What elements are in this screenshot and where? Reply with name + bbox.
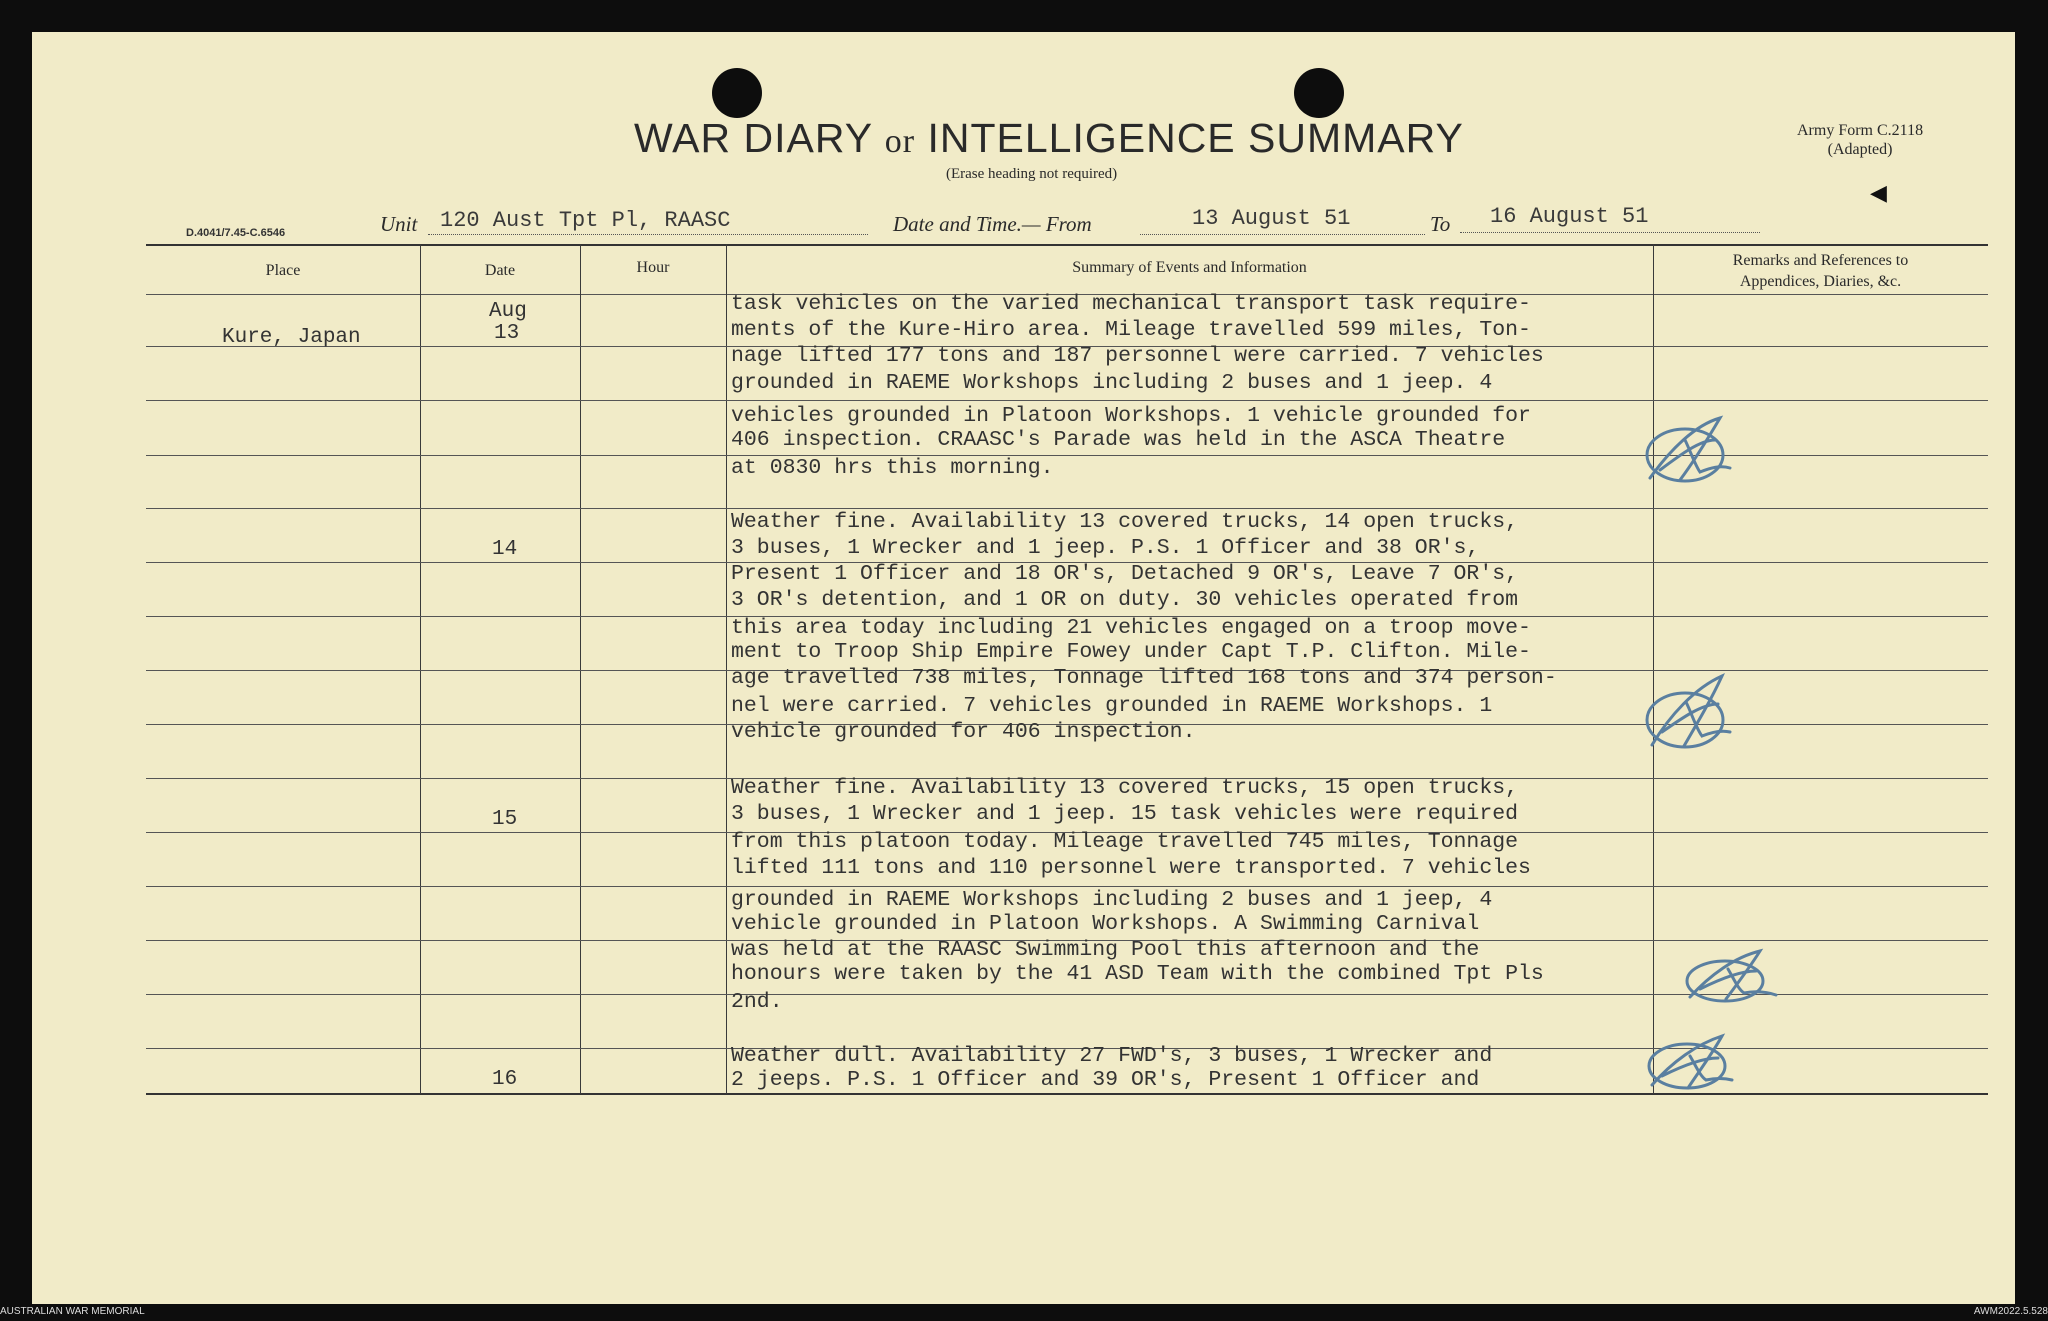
summary-line: lifted 111 tons and 110 personnel were transported. 7 vehicles — [731, 856, 1531, 880]
punch-hole-icon — [1294, 68, 1344, 118]
initials-signature-icon — [1640, 410, 1735, 490]
to-value: 16 August 51 — [1490, 204, 1649, 229]
remarks-header-line2: Appendices, Diaries, &c. — [1739, 273, 1902, 290]
date-column-divider — [580, 244, 581, 1094]
summary-line: at 0830 hrs this morning. — [731, 456, 1054, 480]
page-title — [634, 115, 1464, 162]
summary-line: 2nd. — [731, 990, 783, 1014]
to-label: To — [1430, 212, 1451, 236]
column-header-hour: Hour — [636, 259, 670, 276]
summary-line: ment to Troop Ship Empire Fowey under Capt T.P. Clifton. Mile- — [731, 640, 1531, 664]
date-13: 13 — [494, 322, 520, 345]
column-header-place: Place — [265, 262, 301, 279]
date-month: Aug — [489, 300, 527, 323]
summary-line: from this platoon today. Mileage travelled 745 miles, Tonnage — [731, 830, 1519, 854]
table-row-rule — [146, 400, 1988, 401]
from-value: 13 August 51 — [1192, 206, 1351, 231]
summary-line: Weather fine. Availability 13 covered trucks, 15 open trucks, — [731, 776, 1519, 800]
table-row-rule — [146, 508, 1988, 509]
table-top-border — [146, 244, 1988, 246]
summary-line: Weather dull. Availability 27 FWD's, 3 buses, 1 Wrecker and — [731, 1044, 1493, 1068]
erase-note: (Erase heading not required) — [946, 166, 1118, 182]
table-row-rule — [146, 886, 1988, 887]
summary-line: 3 OR's detention, and 1 OR on duty. 30 vehicles operated from — [731, 588, 1519, 612]
column-header-date: Date — [484, 262, 516, 279]
corner-mark-icon: ◀ — [1870, 180, 1887, 205]
summary-line: honours were taken by the 41 ASD Team with the combined Tpt Pls — [731, 962, 1544, 986]
date-15: 15 — [492, 808, 518, 831]
unit-underline — [428, 234, 868, 235]
table-bottom-border — [146, 1093, 1988, 1095]
place-entry: Kure, Japan — [222, 326, 361, 349]
summary-line: vehicles grounded in Platoon Workshops. 1 vehicle grounded for — [731, 404, 1531, 428]
date-from-label: Date and Time.— From — [893, 212, 1092, 236]
title-part-a: WAR DIARY — [634, 115, 885, 161]
from-underline — [1140, 234, 1425, 235]
summary-line: age travelled 738 miles, Tonnage lifted 168 tons and 374 person- — [731, 666, 1557, 690]
summary-line: grounded in RAEME Workshops including 2 buses and 1 jeep. 4 — [731, 371, 1493, 395]
summary-line: 406 inspection. CRAASC's Parade was held in the ASCA Theatre — [731, 428, 1506, 452]
summary-line: task vehicles on the varied mechanical transport task require- — [731, 292, 1531, 316]
to-underline — [1460, 232, 1760, 233]
summary-line: grounded in RAEME Workshops including 2 buses and 1 jeep, 4 — [731, 888, 1493, 912]
summary-line: was held at the RAASC Swimming Pool this afternoon and the — [731, 938, 1480, 962]
column-header-summary: Summary of Events and Information — [1072, 259, 1307, 276]
hour-column-divider — [726, 244, 727, 1094]
title-or: or — [884, 123, 916, 160]
footer-archive-name: AUSTRALIAN WAR MEMORIAL — [0, 1306, 145, 1317]
summary-line: Present 1 Officer and 18 OR's, Detached 9 OR's, Leave 7 OR's, — [731, 562, 1519, 586]
footer-reference: AWM2022.5.528 — [1973, 1306, 2048, 1317]
summary-column-divider — [1653, 244, 1654, 1094]
title-part-b: INTELLIGENCE SUMMARY — [915, 115, 1464, 161]
summary-line: nel were carried. 7 vehicles grounded in RAEME Workshops. 1 — [731, 694, 1493, 718]
summary-line: 3 buses, 1 Wrecker and 1 jeep. P.S. 1 Officer and 38 OR's, — [731, 536, 1480, 560]
punch-hole-icon — [712, 68, 762, 118]
unit-label: Unit — [380, 212, 418, 236]
initials-signature-icon — [1640, 670, 1735, 755]
summary-line: Weather fine. Availability 13 covered trucks, 14 open trucks, — [731, 510, 1519, 534]
column-header-remarks — [1653, 250, 1988, 292]
place-column-divider — [420, 244, 421, 1094]
army-form-adapted: (Adapted) — [1827, 141, 1893, 158]
summary-line: this area today including 21 vehicles engaged on a troop move- — [731, 616, 1531, 640]
initials-signature-icon — [1680, 945, 1780, 1005]
initials-signature-icon — [1642, 1030, 1737, 1092]
remarks-header-line1: Remarks and References to — [1732, 252, 1909, 269]
summary-line: vehicle grounded for 406 inspection. — [731, 720, 1196, 744]
date-14: 14 — [492, 538, 518, 561]
summary-line: vehicle grounded in Platoon Workshops. A Swimming Carnival — [731, 912, 1480, 936]
summary-line: ments of the Kure-Hiro area. Mileage travelled 599 miles, Ton- — [731, 318, 1531, 342]
date-16: 16 — [492, 1068, 518, 1091]
summary-line: 3 buses, 1 Wrecker and 1 jeep. 15 task vehicles were required — [731, 802, 1519, 826]
unit-value: 120 Aust Tpt Pl, RAASC — [440, 208, 731, 233]
army-form-number: Army Form C.2118 — [1797, 122, 1924, 139]
form-code: D.4041/7.45-C.6546 — [186, 227, 286, 239]
summary-line: nage lifted 177 tons and 187 personnel were carried. 7 vehicles — [731, 344, 1544, 368]
summary-line: 2 jeeps. P.S. 1 Officer and 39 OR's, Present 1 Officer and — [731, 1068, 1480, 1092]
army-form-label — [1797, 121, 1923, 159]
